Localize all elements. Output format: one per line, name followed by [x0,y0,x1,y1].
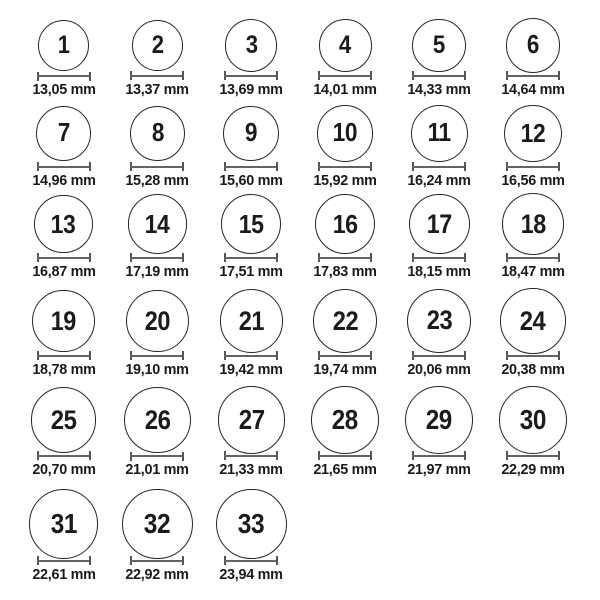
ring-circle [32,290,94,352]
diameter-label: 21,33 mm [219,460,283,478]
measure-horizontal-line [130,455,184,457]
ring-size-cell [491,193,575,280]
ring-size-cell [22,106,106,189]
ring-size-number: 26 [144,404,171,436]
ring-size-cell [303,289,387,378]
ring-size-number: 16 [332,208,358,239]
ring-size-cell [303,386,387,478]
ring-size-cell [397,386,481,478]
ring-size-cell [491,386,575,478]
ring-circle [216,489,287,560]
ring-circle [317,105,374,162]
ring-circle [132,20,184,72]
ring-size-cell [209,106,293,189]
diameter-measure-line [37,351,91,360]
diameter-measure-line [130,253,184,262]
measure-horizontal-line [506,75,560,77]
diameter-label: 18,47 mm [501,262,565,280]
measure-end-tick-right [182,351,184,360]
measure-horizontal-line [318,75,372,77]
ring-size-number: 28 [332,404,359,436]
measure-horizontal-line [224,560,278,562]
diameter-label: 22,92 mm [125,565,190,583]
ring-size-cell [303,19,387,98]
ring-circle [504,105,562,163]
ring-circle [130,106,185,161]
measure-horizontal-line [412,355,466,357]
ring-circle [29,489,99,559]
measure-end-tick-right [464,253,466,262]
diameter-measure-line [506,71,560,80]
measure-end-tick-right [182,253,184,262]
ring-size-cell [115,290,199,378]
ring-size-number: 24 [520,305,546,337]
ring-circle [311,386,379,454]
measure-horizontal-line [224,257,278,259]
ring-circle [313,289,377,353]
measure-end-tick-right [89,351,91,360]
ring-circle [223,106,279,162]
diameter-measure-line [318,71,372,80]
ring-circle [128,194,187,253]
ring-circle [499,386,568,455]
measure-horizontal-line [412,257,466,259]
measure-end-tick-right [276,162,278,171]
measure-horizontal-line [130,75,184,77]
ring-circle [225,19,277,71]
ring-size-number: 29 [426,404,453,436]
diameter-measure-line [506,451,560,460]
measure-horizontal-line [412,166,466,168]
diameter-label: 15,28 mm [125,171,190,189]
measure-horizontal-line [412,455,466,457]
ring-size-number: 22 [332,305,358,336]
ring-circle [412,19,465,72]
diameter-label: 16,24 mm [407,171,471,189]
measure-end-tick-right [464,162,466,171]
measure-end-tick-right [558,253,560,262]
measure-horizontal-line [224,355,278,357]
measure-horizontal-line [130,257,184,259]
ring-size-number: 3 [245,30,258,59]
ring-size-number: 5 [433,30,446,59]
ring-size-cell [303,194,387,280]
diameter-measure-line [412,351,466,360]
ring-size-cell [115,489,199,583]
diameter-label: 20,06 mm [407,360,471,378]
ring-size-number: 4 [339,30,352,59]
ring-size-number: 13 [51,208,76,239]
measure-end-tick-right [558,451,560,460]
diameter-label: 13,05 mm [31,81,96,98]
diameter-measure-line [130,556,184,565]
measure-end-tick-right [182,556,184,565]
ring-size-number: 7 [57,118,70,147]
measure-horizontal-line [37,355,91,357]
diameter-measure-line [224,71,278,80]
ring-size-number: 17 [426,208,452,239]
ring-size-number: 20 [144,305,171,336]
ring-size-number: 6 [526,30,540,59]
diameter-measure-line [130,71,184,80]
ring-circle [405,386,473,454]
measure-horizontal-line [130,166,184,168]
ring-circle [315,194,375,254]
diameter-label: 19,74 mm [313,360,377,378]
ring-size-number: 32 [144,508,171,540]
measure-horizontal-line [37,560,91,562]
diameter-label: 20,70 mm [31,460,96,478]
ring-size-cell [22,20,106,98]
diameter-measure-line [506,351,560,360]
ring-size-cell [22,489,106,583]
diameter-measure-line [37,451,91,460]
ring-size-number: 30 [519,404,547,436]
diameter-label: 22,29 mm [501,460,565,478]
ring-size-cell [397,194,481,280]
ring-size-cell [209,489,293,583]
measure-horizontal-line [130,355,184,357]
diameter-label: 14,33 mm [407,80,471,98]
measure-horizontal-line [224,166,278,168]
ring-size-number: 19 [50,305,77,336]
measure-end-tick-right [370,351,372,360]
measure-end-tick-right [182,71,184,80]
ring-size-number: 8 [151,118,164,147]
diameter-label: 19,10 mm [125,360,190,378]
ring-circle [221,194,281,254]
measure-horizontal-line [506,455,560,457]
measure-end-tick-right [182,162,184,171]
diameter-measure-line [412,451,466,460]
measure-end-tick-right [370,451,372,460]
ring-circle [411,105,468,162]
ring-size-cell [115,387,199,478]
ring-size-number: 31 [50,508,77,540]
diameter-label: 19,42 mm [219,360,283,378]
ring-size-cell [397,289,481,378]
measure-horizontal-line [318,355,372,357]
diameter-label: 15,92 mm [313,171,377,189]
ring-size-cell [209,289,293,378]
ring-size-cell [397,105,481,189]
diameter-label: 22,61 mm [31,565,96,583]
ring-size-cell [303,105,387,189]
measure-end-tick-right [89,72,91,81]
ring-size-cell [115,106,199,189]
ring-size-cell [491,288,575,378]
diameter-label: 13,37 mm [125,80,190,98]
measure-horizontal-line [37,75,91,77]
ring-size-cell [491,18,575,98]
diameter-measure-line [37,253,91,262]
ring-circle [319,19,372,72]
measure-end-tick-right [464,351,466,360]
ring-size-number: 11 [427,118,451,147]
ring-size-number: 12 [520,118,546,149]
diameter-label: 17,19 mm [125,262,190,280]
diameter-measure-line [412,162,466,171]
diameter-label: 14,64 mm [501,80,565,98]
ring-size-cell [22,290,106,378]
diameter-label: 16,56 mm [501,171,565,189]
ring-circle [220,289,283,352]
diameter-measure-line [37,556,91,565]
diameter-label: 18,78 mm [31,360,96,378]
measure-end-tick-right [558,162,560,171]
measure-horizontal-line [224,455,278,457]
ring-size-cell [209,19,293,98]
ring-size-cell [22,387,106,478]
diameter-label: 14,01 mm [313,80,377,98]
measure-horizontal-line [506,166,560,168]
ring-size-number: 10 [332,118,358,147]
ring-size-number: 1 [57,31,70,59]
measure-end-tick-right [276,556,278,565]
ring-size-cell [115,194,199,280]
ring-circle [38,20,89,71]
ring-circle [500,288,565,353]
measure-end-tick-right [276,71,278,80]
diameter-measure-line [37,162,91,171]
ring-circle [31,387,97,453]
ring-size-cell [209,386,293,478]
diameter-measure-line [506,162,560,171]
ring-size-cell [115,20,199,98]
ring-size-number: 21 [238,305,264,336]
measure-end-tick-right [182,452,184,461]
measure-horizontal-line [37,166,91,168]
ring-circle [122,489,192,559]
diameter-label: 15,60 mm [219,171,283,189]
measure-end-tick-right [89,451,91,460]
diameter-measure-line [224,162,278,171]
ring-circle [409,194,470,255]
measure-horizontal-line [130,560,184,562]
ring-size-number: 2 [151,30,164,59]
diameter-measure-line [130,351,184,360]
ring-size-number: 15 [238,208,264,239]
diameter-measure-line [318,162,372,171]
diameter-measure-line [130,452,184,461]
measure-horizontal-line [318,257,372,259]
ring-size-cell [209,194,293,280]
diameter-measure-line [224,253,278,262]
diameter-measure-line [318,451,372,460]
measure-horizontal-line [506,257,560,259]
ring-circle [506,18,560,72]
measure-horizontal-line [37,455,91,457]
measure-end-tick-right [370,71,372,80]
ring-size-number: 23 [426,305,452,336]
diameter-label: 21,65 mm [313,460,377,478]
measure-end-tick-right [89,162,91,171]
diameter-measure-line [412,71,466,80]
ring-circle [34,195,92,253]
diameter-measure-line [130,162,184,171]
measure-horizontal-line [506,355,560,357]
measure-horizontal-line [412,75,466,77]
measure-end-tick-right [464,451,466,460]
measure-end-tick-right [89,556,91,565]
ring-size-number: 14 [145,208,170,239]
ring-circle [502,193,564,255]
diameter-label: 23,94 mm [219,565,283,583]
diameter-measure-line [37,72,91,81]
measure-horizontal-line [318,166,372,168]
ring-size-number: 27 [238,404,265,436]
measure-end-tick-right [276,253,278,262]
ring-circle [36,106,91,161]
diameter-measure-line [224,351,278,360]
measure-horizontal-line [224,75,278,77]
measure-end-tick-right [370,162,372,171]
ring-size-cell [397,19,481,98]
diameter-label: 17,83 mm [313,262,377,280]
ring-circle [124,387,191,454]
measure-horizontal-line [318,455,372,457]
diameter-measure-line [224,451,278,460]
measure-horizontal-line [37,257,91,259]
diameter-label: 20,38 mm [501,360,565,378]
diameter-label: 13,69 mm [219,80,283,98]
diameter-label: 21,01 mm [125,461,190,478]
diameter-measure-line [318,253,372,262]
measure-end-tick-right [276,451,278,460]
ring-size-cell [22,195,106,280]
diameter-measure-line [506,253,560,262]
ring-size-number: 33 [238,508,265,540]
diameter-measure-line [318,351,372,360]
diameter-label: 14,96 mm [31,171,96,189]
measure-end-tick-right [558,71,560,80]
diameter-label: 21,97 mm [407,460,471,478]
diameter-label: 17,51 mm [219,262,283,280]
measure-end-tick-right [558,351,560,360]
diameter-label: 18,15 mm [407,262,471,280]
ring-size-number: 25 [50,404,77,436]
measure-end-tick-right [276,351,278,360]
ring-circle [218,386,285,453]
ring-circle [126,290,189,353]
ring-size-number: 18 [520,208,546,239]
diameter-measure-line [224,556,278,565]
ring-size-number: 9 [245,118,258,147]
diameter-measure-line [412,253,466,262]
diameter-label: 16,87 mm [31,262,96,280]
ring-circle [407,289,472,354]
measure-end-tick-right [464,71,466,80]
ring-size-cell [491,105,575,189]
measure-end-tick-right [370,253,372,262]
measure-end-tick-right [89,253,91,262]
